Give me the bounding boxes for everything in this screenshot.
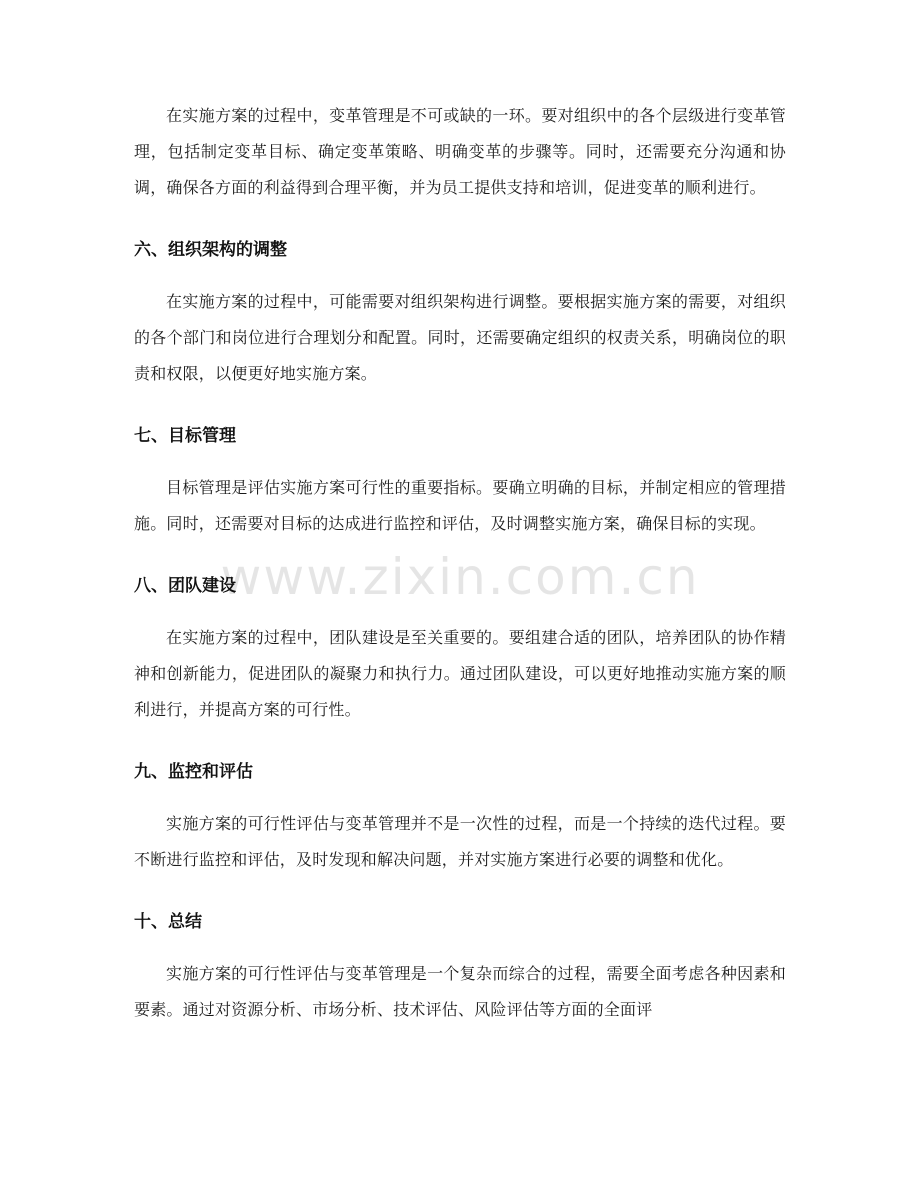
section-heading-6: 六、组织架构的调整	[134, 240, 287, 260]
spacer	[134, 878, 786, 910]
section-paragraph-9: 实施方案的可行性评估与变革管理并不是一次性的过程，而是一个持续的迭代过程。要不断进行监控和评估，及时发现和解决问题，并对实施方案进行必要的调整和优化。	[134, 814, 786, 869]
section-heading-8: 八、团队建设	[134, 576, 236, 596]
section-paragraph-10: 实施方案的可行性评估与变革管理是一个复杂而综合的过程，需要全面考虑各种因素和要素。通过对资源分析、市场分析、技术评估、风险评估等方面的全面评	[134, 964, 786, 1019]
section-paragraph-7: 目标管理是评估实施方案可行性的重要指标。要确立明确的目标，并制定相应的管理措施。同时，还需要对目标的达成进行监控和评估，及时调整实施方案，确保目标的实现。	[134, 478, 786, 533]
section-heading-10: 十、总结	[134, 912, 202, 932]
spacer	[134, 598, 786, 620]
section-heading-7: 七、目标管理	[134, 426, 236, 446]
section-heading-9: 九、监控和评估	[134, 762, 253, 782]
spacer	[134, 262, 786, 284]
intro-paragraph: 在实施方案的过程中，变革管理是不可或缺的一环。要对组织中的各个层级进行变革管理，包括制定变革目标、确定变革策略、明确变革的步骤等。同时，还需要充分沟通和协调，确保各方面的利益得到合理平衡，并为员工提供支持和培训，促进变革的顺利进行。	[134, 106, 786, 197]
spacer	[134, 934, 786, 956]
section-paragraph-8: 在实施方案的过程中，团队建设是至关重要的。要组建合适的团队，培养团队的协作精神和创新能力，促进团队的凝聚力和执行力。通过团队建设，可以更好地推动实施方案的顺利进行，并提高方案的可行性。	[134, 628, 786, 719]
watermark-text: www.zixin.com.cn	[220, 548, 700, 606]
document-body	[134, 98, 786, 1028]
spacer	[134, 206, 786, 238]
spacer	[134, 542, 786, 574]
spacer	[134, 392, 786, 424]
spacer	[134, 728, 786, 760]
spacer	[134, 784, 786, 806]
section-paragraph-6: 在实施方案的过程中，可能需要对组织架构进行调整。要根据实施方案的需要，对组织的各个部门和岗位进行合理划分和配置。同时，还需要确定组织的权责关系，明确岗位的职责和权限，以便更好地实施方案。	[134, 292, 786, 383]
spacer	[134, 448, 786, 470]
